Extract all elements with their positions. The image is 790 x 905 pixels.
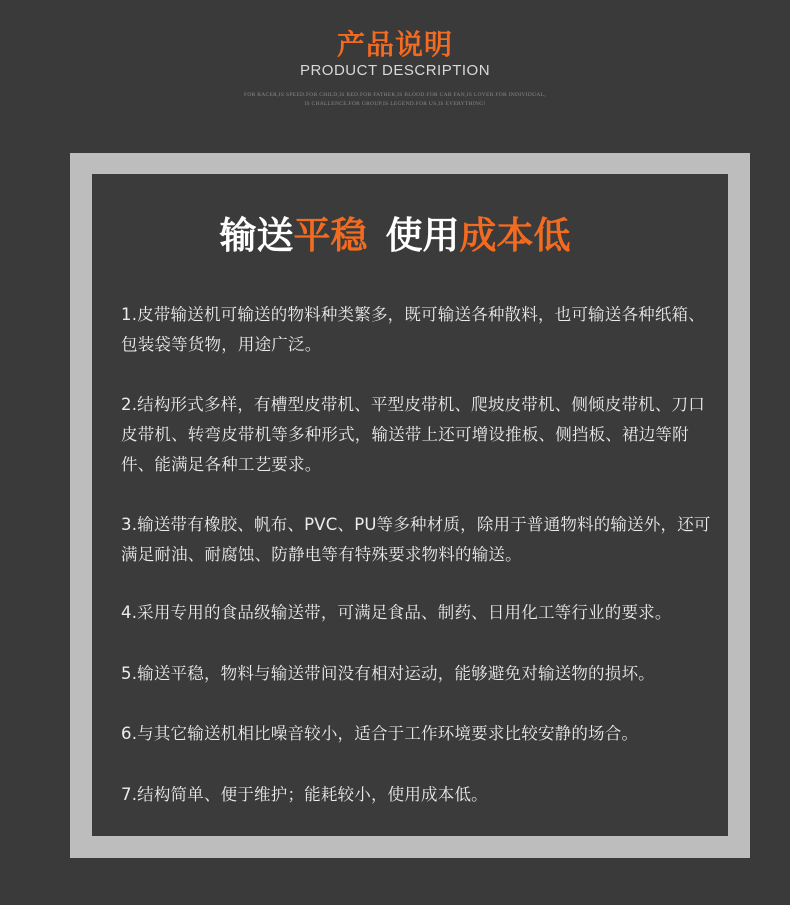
tagline-line-2: IS CHALLENCE.FOR GROUP,IS LEGEND.FOR US,IS EVERYTHING! <box>304 101 486 107</box>
description-item-7: 7.结构简单、便于维护；能耗较小，使用成本低。 <box>121 785 488 804</box>
tagline-line-1: FOR RACER,IS SPEED.FOR CHILD,IS RED.FOR FATHER,IS BLOOD.FOR CAR FAN,IS LOVER.FOR INDIVIDUAL, <box>244 92 546 98</box>
description-item-5: 5.输送平稳，物料与输送带间没有相对运动，能够避免对输送物的损坏。 <box>121 664 655 683</box>
headline-part-4: 成本低 <box>459 214 571 257</box>
description-item-1: 1.皮带输送机可输送的物料种类繁多，既可输送各种散料，也可输送各种纸箱、包装袋等货物，用途广泛。 <box>121 305 705 354</box>
headline-part-3: 使用 <box>385 214 460 257</box>
headline-part-2: 平稳 <box>293 214 368 257</box>
headline-part-1: 输送 <box>219 214 294 257</box>
description-item-3: 3.输送带有橡胶、帆布、PVC、PU等多种材质，除用于普通物料的输送外，还可满足耐油、耐腐蚀、防静电等有特殊要求物料的输送。 <box>121 515 711 564</box>
page-title: 产品说明 <box>336 28 453 61</box>
description-item-4: 4.采用专用的食品级输送带，可满足食品、制药、日用化工等行业的要求。 <box>121 603 672 622</box>
description-item-2: 2.结构形式多样，有槽型皮带机、平型皮带机、爬坡皮带机、侧倾皮带机、刀口皮带机、转弯皮带机等多种形式，输送带上还可增设推板、侧挡板、裙边等附件、能满足各种工艺要求。 <box>121 395 705 474</box>
description-item-6: 6.与其它输送机相比噪音较小，适合于工作环境要求比较安静的场合。 <box>121 724 639 743</box>
page-subtitle: PRODUCT DESCRIPTION <box>299 62 491 79</box>
section-headline <box>0 213 790 259</box>
